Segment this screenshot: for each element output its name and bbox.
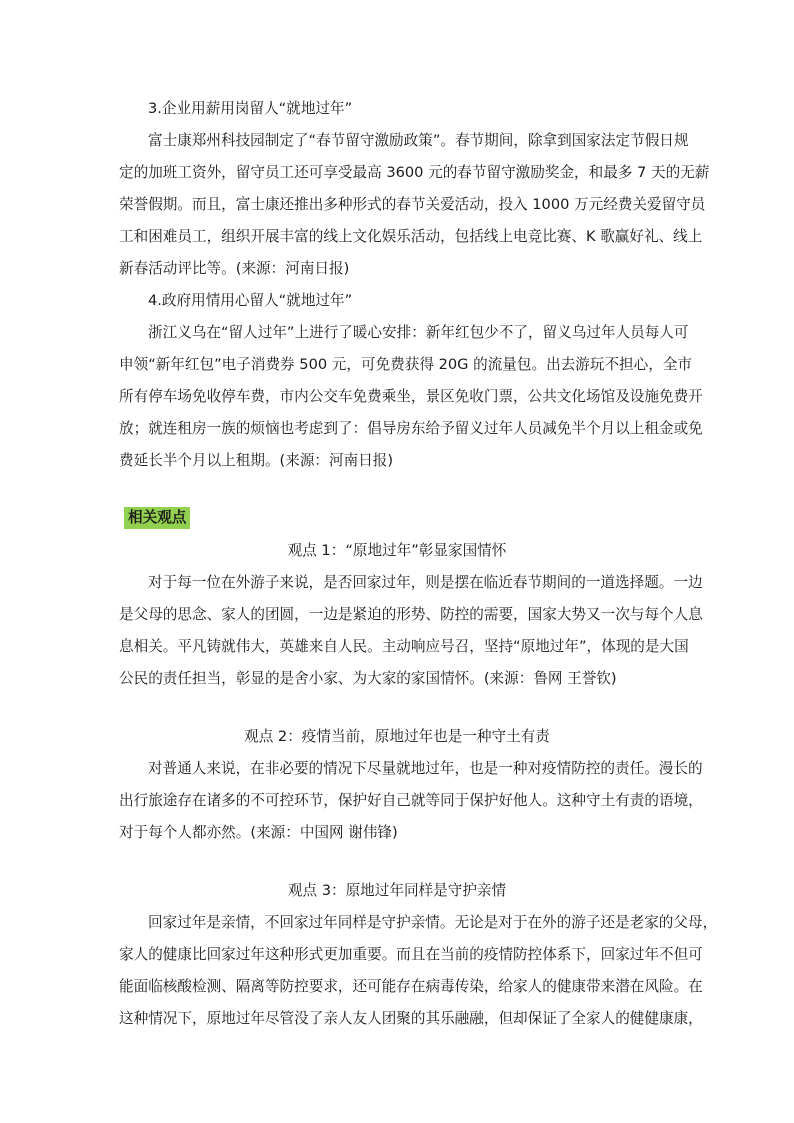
section-4-line: 放；就连租房一族的烦恼也考虑到了：倡导房东给予留义过年人员减免半个月以上租金或免 — [119, 420, 703, 437]
view-3-title: 观点 3：原地过年同样是守护亲情 — [287, 882, 507, 899]
section-3-line: 工和困难员工，组织开展丰富的线上文化娱乐活动，包括线上电竞比赛、K 歌赢好礼、线上 — [119, 228, 703, 245]
view-3-line: 这种情况下，原地过年尽管没了亲人友人团聚的其乐融融，但却保证了全家人的健健康康， — [119, 1010, 703, 1027]
view-1-line: 息相关。平凡铸就伟大，英雄来自人民。主动响应号召，坚持“原地过年”，体现的是大国 — [119, 638, 689, 655]
view-3-line: 回家过年是亲情，不回家过年同样是守护亲情。无论是对于在外的游子还是老家的父母， — [148, 914, 718, 931]
section-3-line: 荣誉假期。而且，富士康还推出多种形式的春节关爱活动，投入 1000 万元经费关爱留守员 — [119, 196, 706, 213]
section-3-line: 新春活动评比等。(来源：河南日报) — [119, 260, 350, 277]
view-1-title: 观点 1：“原地过年”彰显家国情怀 — [287, 542, 507, 559]
view-3-line: 能面临核酸检测、隔离等防控要求，还可能存在病毒传染，给家人的健康带来潜在风险。在 — [119, 978, 703, 995]
section-4-line: 费延长半个月以上租期。(来源：河南日报) — [119, 452, 394, 469]
section-3-title: 3.企业用薪用岗留人“就地过年” — [148, 100, 353, 117]
view-3-line: 家人的健康比回家过年这种形式更加重要。而且在当前的疫情防控体系下，回家过年不但可 — [119, 946, 703, 963]
view-1-line: 是父母的思念、家人的团圆，一边是紧迫的形势、防控的需要，国家大势又一次与每个人息 — [119, 606, 703, 623]
view-2-line: 出行旅途存在诸多的不可控环节，保护好自己就等同于保护好他人。这种守土有责的语境， — [119, 792, 703, 809]
related-views-badge: 相关观点 — [124, 507, 190, 529]
view-1-line: 对于每一位在外游子来说，是否回家过年，则是摆在临近春节期间的一道选择题。一边 — [148, 574, 703, 591]
section-3-line: 富士康郑州科技园制定了“春节留守激励政策”。春节期间，除拿到国家法定节假日规 — [148, 132, 689, 149]
view-2-line: 对于每个人都亦然。(来源：中国网 谢伟锋) — [119, 824, 398, 841]
view-2-line: 对普通人来说，在非必要的情况下尽量就地过年，也是一种对疫情防控的责任。漫长的 — [148, 760, 703, 777]
section-4-line: 浙江义乌在“留人过年”上进行了暖心安排：新年红包少不了，留义乌过年人员每人可 — [148, 324, 689, 341]
section-4-line: 所有停车场免收停车费，市内公交车免费乘坐，景区免收门票，公共文化场馆及设施免费开 — [119, 388, 703, 405]
section-4-title: 4.政府用情用心留人“就地过年” — [148, 292, 353, 309]
view-2-title: 观点 2：疫情当前，原地过年也是一种守土有责 — [244, 728, 550, 745]
section-3-line: 定的加班工资外，留守员工还可享受最高 3600 元的春节留守激励奖金，和最多 7 天的无薪 — [119, 164, 710, 181]
view-1-line: 公民的责任担当，彰显的是舍小家、为大家的家国情怀。(来源：鲁网 王誉钦) — [119, 670, 617, 687]
section-4-line: 申领“新年红包”电子消费券 500 元，可免费获得 20G 的流量包。出去游玩不担心，全市 — [119, 356, 693, 373]
